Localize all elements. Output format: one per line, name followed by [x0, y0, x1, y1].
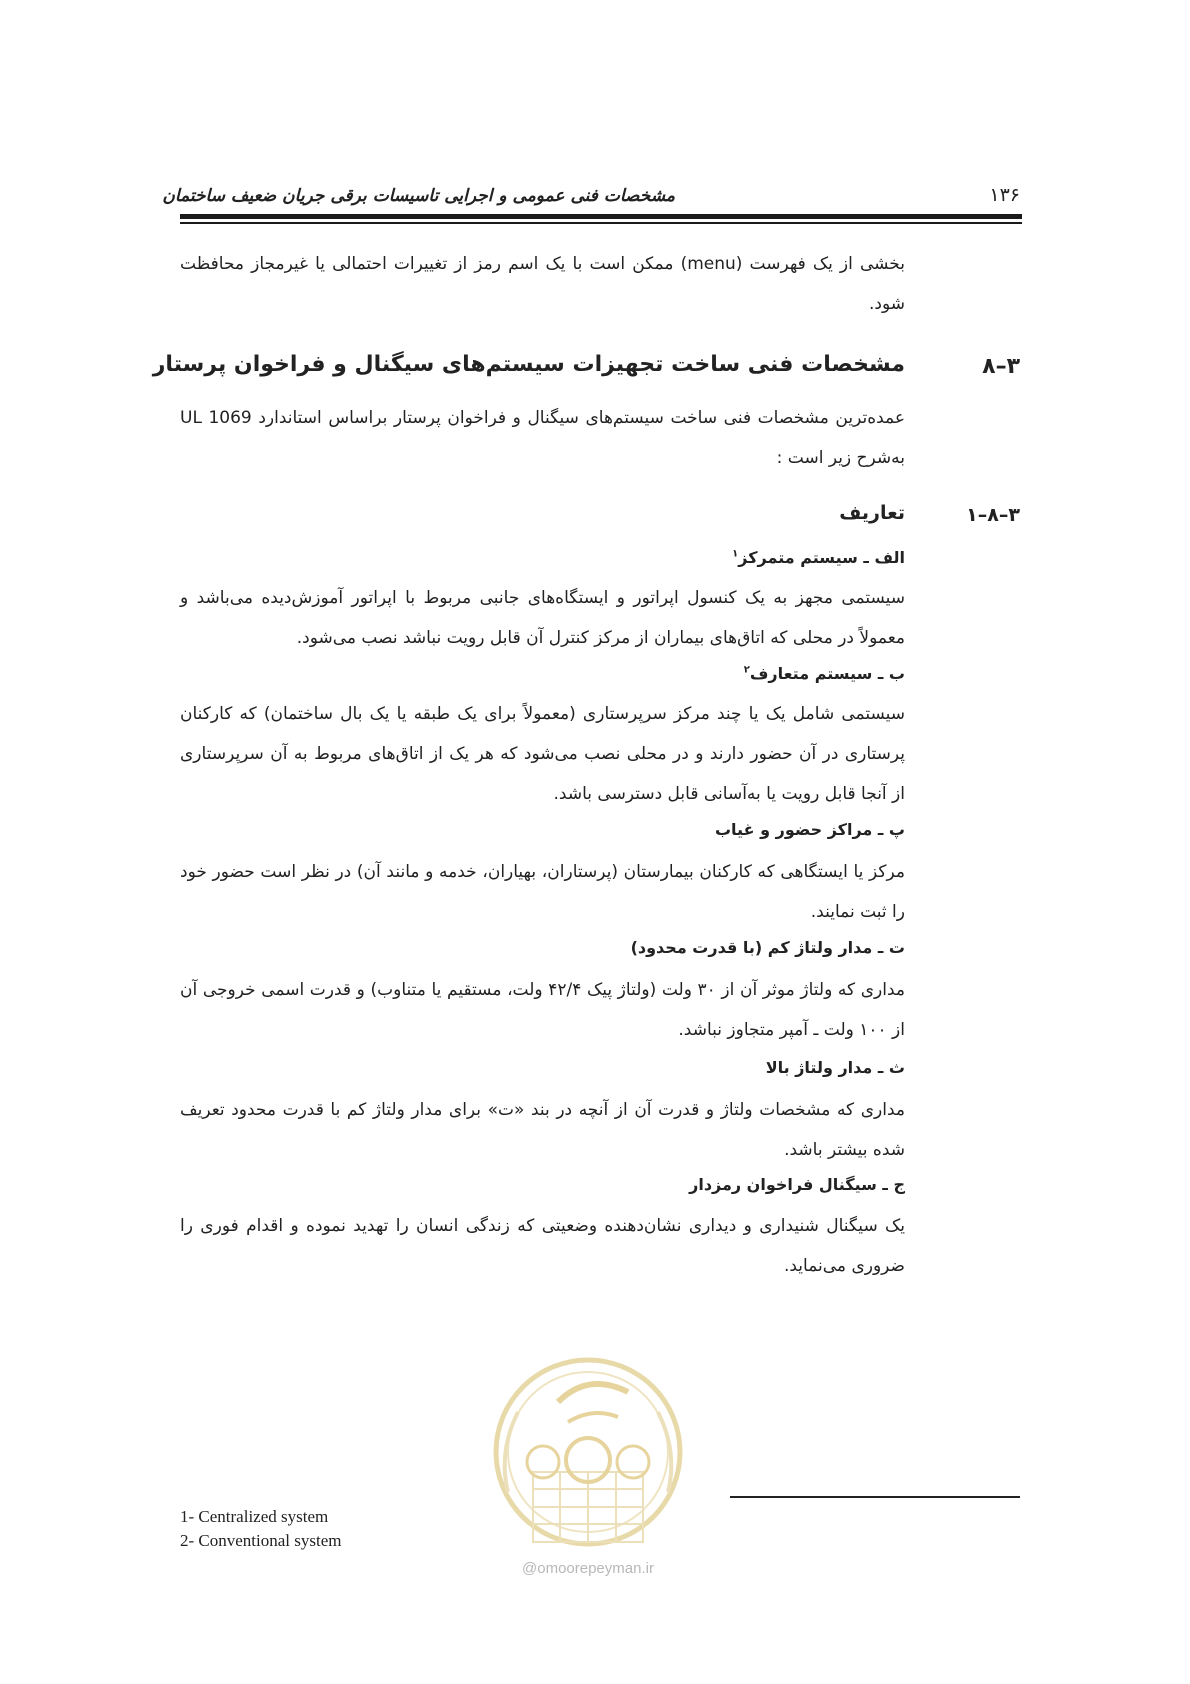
definition-text: مداری که مشخصات ولتاژ و قدرت آن از آنچه در بند «ت» برای مدار ولتاژ کم با قدرت محدود تعریف شده بیشتر باشد. — [180, 1100, 905, 1160]
definition-title: ب ـ سیستم متعارف$^۲$ — [743, 664, 905, 683]
watermark-logo — [488, 1352, 688, 1557]
definition-title: الف ـ سیستم متمرکز$^۱$ — [732, 548, 905, 567]
definition-title: پ ـ مراکز حضور و غیاب — [714, 820, 905, 839]
running-header — [162, 178, 1020, 218]
page-number: ۱۳۶ — [989, 184, 1020, 206]
definition-text: مرکز یا ایستگاهی که کارکنان بیمارستان (پرستاران، بهیاران، خدمه و مانند آن) در نظر است حضور خود را ثبت نمایند. — [180, 862, 905, 922]
header-rule-thin — [180, 222, 1022, 224]
definition-title: ج ـ سیگنال فراخوان رمزدار — [689, 1175, 905, 1194]
definition-text: سیستمی شامل یک یا چند مرکز سرپرستاری (معمولاً برای یک طبقه یا یک بال ساختمان) که کارکنان پرستاری در آن حضور دارند و در محلی نصب می‌شود که هر یک از اتاق‌های مربوط به آن سرپرستاری از آنجا قابل رویت یا به‌آسانی قابل دسترسی باشد. — [180, 704, 905, 804]
footnote-item: 2- Conventional system — [180, 1531, 342, 1550]
definition-title: ت ـ مدار ولتاژ کم (با قدرت محدود) — [630, 938, 905, 957]
section-title: مشخصات فنی ساخت تجهیزات سیستم‌های سیگنال و فراخوان پرستار — [152, 352, 905, 377]
footnote-rule — [730, 1496, 1020, 1498]
definition-text: سیستمی مجهز به یک کنسول اپراتور و ایستگاه‌های جانبی مربوط با اپراتور آموزش‌دیده می‌باشد و معمولاً در محلی که اتاق‌های بیماران از مرکز کنترل آن قابل رویت نباشد نصب می‌شود. — [180, 588, 905, 648]
footnote-ref: ۲ — [743, 664, 750, 676]
definition-title: ث ـ مدار ولتاژ بالا — [765, 1058, 905, 1077]
watermark-url: @omoorepeyman.ir — [522, 1560, 654, 1577]
subsection-title: تعاریف — [839, 502, 905, 524]
intro-paragraph: بخشی از یک فهرست (menu) ممکن است با یک اسم رمز از تغییرات احتمالی یا غیرمجاز محافظت شود. — [180, 254, 905, 314]
footnotes — [180, 1505, 341, 1553]
footnote-item: 1- Centralized system — [180, 1507, 329, 1526]
footnote-ref: ۱ — [732, 548, 739, 560]
definition-text: یک سیگنال شنیداری و دیداری نشان‌دهنده وضعیتی که زندگی انسان را تهدید نموده و اقدام فوری را ضروری می‌نماید. — [180, 1216, 905, 1276]
subsection-number: ۳–۸–۱ — [966, 504, 1020, 526]
header-rule-thick — [180, 214, 1022, 219]
running-title: مشخصات فنی عمومی و اجرایی تاسیسات برقی جریان ضعیف ساختمان — [162, 186, 675, 206]
section-body: عمده‌ترین مشخصات فنی ساخت سیستم‌های سیگنال و فراخوان پرستار براساس استاندارد UL 1069 به‌شرح زیر است : — [180, 408, 905, 468]
section-number: ۳–۸ — [982, 354, 1020, 379]
definition-text: مداری که ولتاژ موثر آن از ۳۰ ولت (ولتاژ پیک ۴۲/۴ ولت، مستقیم یا متناوب) و قدرت اسمی خروجی آن از ۱۰۰ ولت ـ آمپر متجاوز نباشد. — [180, 980, 905, 1040]
